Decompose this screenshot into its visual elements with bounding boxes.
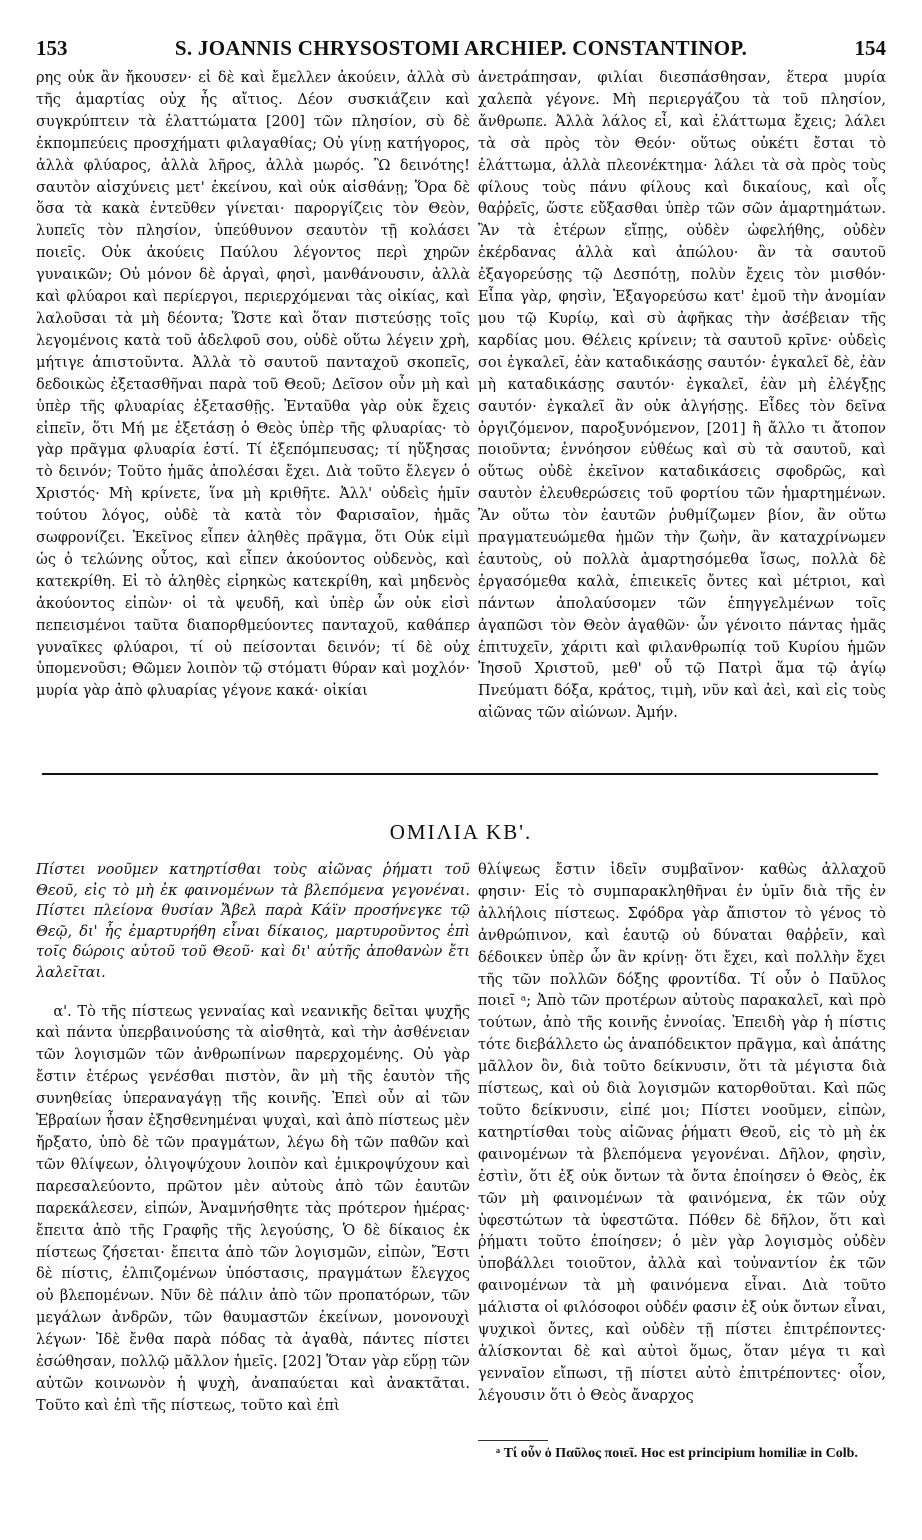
upper-right-column [478,68,886,740]
running-title: S. JOANNIS CHRYSOSTOMI ARCHIEP. CONSTANTINOP. [174,36,748,60]
lower-right-column [478,860,886,1408]
homily-title: ΟΜΙΛΙΑ ΚΒ'. [389,820,533,844]
summary-gap [36,984,470,1002]
running-header [36,36,886,66]
section-divider [42,773,878,775]
upper-left-text: ρης οὐκ ἂν ἤκουσεν· εἰ δὲ καὶ ἔμελλεν ἀκούειν, ἀλλὰ σὺ τῆς ἁμαρτίας οὐχ ἧς αἴτιος. Δέον συσκιάζειν καὶ συγκρύπτειν τὰ ἐλαττώματα [200] τῶν πλησίον, σὺ δὲ ἐκπομπεύεις προσχήματι φιλαγαθίας; Οὐ γίνῃ κατήγορος, ἀλλὰ φλύαρος, ἀλλὰ λῆρος, ἀλλὰ μωρός. Ὢ δεινότης! σαυτὸν αἰσχύνεις μετ' ἐκείνου, καὶ οὐκ αἰσθάνῃ; Ὅρα δὲ ὅσα τὰ κακὰ ἐντεῦθεν γίνεται· παροργίζεις τὸν Θεὸν, λυπεῖς τὸν πλησίον, ὑπεύθυνον σεαυτὸν τῇ κολάσει ποιεῖς. Οὐκ ἀκούεις Παύλου λέγοντος περὶ χηρῶν γυναικῶν; Οὐ μόνον δὲ ἀργαὶ, φησὶ, μανθάνουσιν, ἀλλὰ καὶ φλύαροι καὶ περίεργοι, περιερχόμεναι τὰς οἰκίας, καὶ λαλοῦσαι τὰ μὴ δέοντα; Ὥστε καὶ ὅταν πιστεύσῃς τοῖς λεγομένοις κατὰ τοῦ ἀδελφοῦ σου, οὐδὲ οὕτω λέγειν χρὴ, μήτιγε ἀπιστοῦντα. Ἀλλὰ τὸ σαυτοῦ πανταχοῦ σκοπεῖς, δεδοικὼς ἐξετασθῆναι παρὰ τοῦ Θεοῦ; Δεῖσον οὖν μὴ καὶ ὑπὲρ τῆς φλυαρίας ἐξετασθῇς. Ἐνταῦθα γὰρ οὐκ ἔχεις εἰπεῖν, ὅτι Μή με ἐξετάσῃ ὁ Θεὸς ὑπὲρ τῆς φλυαρίας· τὸ γὰρ πρᾶγμα φλυαρία ἐστί. Τί ἐξεπόμπευσας; τί ηὔξησας τὸ δεινόν; Τοῦτο ἡμᾶς ἀπολέσαι ἔχει. Διὰ τοῦτο ἔλεγεν ὁ Χριστός· Μὴ κρίνετε, ἵνα μὴ κριθῆτε. Ἀλλ' οὐδεὶς ἡμῖν τούτου λόγος, οὐδὲ τὰ κατὰ τὸν Φαρισαῖον, ἡμᾶς σωφρονίζει. Ἐκεῖνος εἶπεν ἀληθὲς πρᾶγμα, ὅτι Οὐκ εἰμὶ ὡς ὁ τελώνης οὗτος, καὶ εἶπεν ἀκούοντος οὐδενὸς, καὶ κατεκρίθη. Εἰ τὸ ἀληθὲς εἰρηκὼς κατεκρίθη, καὶ μηδενὸς ἀκούοντος εἰπὼν· οἱ τὰ ψευδῆ, καὶ ὑπὲρ ὧν οὐκ εἰσὶ πεπεισμένοι ταῦτα διαπορθμεύοντες πανταχοῦ, καθάπερ γυναῖκες φλύαροι, τί οὐ πείσονται δεινόν; τί δὲ οὐχ ὑπομενοῦσι; Θῶμεν λοιπὸν τῷ στόματι θύραν καὶ μοχλόν· μυρία γὰρ ἀπὸ φλυαρίας γέγονε κακά· οἰκίαι [36,70,470,700]
footnote-rule [478,1440,548,1441]
lower-left-column [36,860,470,1418]
upper-left-column [36,68,470,740]
homily-body-left: α'. Τὸ τῆς πίστεως γενναίας καὶ νεανικῆς δεῖται ψυχῆς καὶ πάντα ὑπερβαινούσης τὰ αἰσθητὰ, καὶ τὴν ἀσθένειαν τῶν λογισμῶν τῶν ἀνθρωπίνων παρερχομένης. Οὐ γὰρ ἔστιν ἑτέρως γενέσθαι πιστὸν, ἂν μὴ τῆς ἑαυτὸν τῆς συνηθείας ὑπεραναγάγῃ τῆς κοινῆς. Ἐπεὶ οὖν αἱ τῶν Ἑβραίων ἦσαν ἐξησθενημέναι ψυχαὶ, καὶ ἀπὸ πίστεως μὲν ἤρξατο, ὑπὸ δὲ τῶν πραγμάτων, λέγω δὴ τῶν παθῶν καὶ τῶν θλίψεων, ὀλιγοψύχουν λοιπὸν καὶ ἐμικροψύχουν καὶ παρεσαλεύοντο, πρῶτον μὲν αὐτοὺς ἀπὸ τῶν ἑαυτῶν παρεκάλεσεν, εἰπών, Ἀναμνήσθητε τὰς πρότερον ἡμέρας· ἔπειτα ἀπὸ τῆς Γραφῆς τῆς λεγούσης, Ὁ δὲ δίκαιος ἐκ πίστεως ζήσεται· ἔπειτα ἀπὸ τῶν λογισμῶν, εἰπὼν, Ἔστι δὲ πίστις, ἐλπιζομένων ὑπόστασις, πραγμάτων ἔλεγχος οὐ βλεπομένων. Νῦν δὲ πάλιν ἀπὸ τῶν προπατόρων, τῶν μεγάλων ἀνδρῶν, τῶν θαυμαστῶν ἐκείνων, μονονουχὶ λέγων· Ἰδὲ ἔνθα παρὰ πόδας τὰ ἀγαθὰ, πάντες πίστει ἐσώθησαν, πολλῷ μᾶλλον ἡμεῖς. [202] Ὅταν γὰρ εὕρῃ τῶν αὐτῶν κοινωνὸν ἡ ψυχὴ, ἀναπαύεται καὶ ἀνακτᾶται. Τοῦτο καὶ ἐπὶ τῆς πίστεως, τοῦτο καὶ ἐπὶ [36,1003,470,1414]
page-number-right: 154 [854,36,886,60]
homily-body-right: θλίψεως ἔστιν ἰδεῖν συμβαῖνον· καθὼς ἀλλαχοῦ φησιν· Εἰς τὸ συμπαρακληθῆναι ἐν ὑμῖν διὰ τῆς ἐν ἀλλήλοις πίστεως. Σφόδρα γὰρ ἄπιστον τὸ γένος τὸ ἀνθρώπινον, καὶ ἑαυτῷ οὐ δύναται θαῤῥεῖν, καὶ δέδοικεν ὑπὲρ ὧν ἂν κρίνῃ· ὅτι ἔχει, καὶ πολλὴν ἔχει τῆς τῶν πολλῶν δόξης φροντίδα. Τί οὖν ὁ Παῦλος ποιεῖ ᵃ; Ἀπὸ τῶν προτέρων αὐτοὺς παρακαλεῖ, καὶ πρὸ τούτων, ἀπὸ τῆς κοινῆς ἐννοίας. Ἐπειδὴ γὰρ ἡ πίστις τότε διεβάλλετο ὡς ἀναπόδεικτον πρᾶγμα, καὶ ἀπάτης μᾶλλον ὂν, διὰ τοῦτο δείκνυσιν, ὅτι τὰ μέγιστα διὰ πίστεως, καὶ οὐ διὰ λογισμῶν κατορθοῦται. Καὶ πῶς τοῦτο δείκνυσιν, εἰπέ μοι; Πίστει νοοῦμεν, εἰπὼν, κατηρτίσθαι τοὺς αἰῶνας ῥήματι Θεοῦ, εἰς τὸ μὴ ἐκ φαινομένων τὰ βλεπόμενα γεγονέναι. Δῆλον, φησὶν, ἐστὶν, ὅτι ἐξ οὐκ ὄντων τὰ ὄντα ἐποίησεν ὁ Θεὸς, ἐκ τῶν μὴ φαινομένων τὰ φαινόμενα, ἐκ τῶν οὐχ ὑφεστώτων τὰ ὑφεστῶτα. Πόθεν δὲ δῆλον, ὅτι καὶ ῥήματι τοῦτο ἐποίησεν; ὁ μὲν γὰρ λογισμὸς οὐδὲν ὑποβάλλει τοιοῦτον, ἀλλὰ καὶ τοὐναντίον ἐκ τῶν φαινομένων τὰ μὴ φαινόμενα εἶναι. Διὰ τοῦτο μάλιστα οἱ φιλόσοφοι οὐδέν φασιν ἐξ οὐκ ὄντων εἶναι, ψυχικοὶ ὄντες, καὶ οὐδὲν τῇ πίστει ἐπιτρέποντες· ἁλίσκονται δὲ καὶ αὐτοὶ ὅμως, ὅταν μέγα τι καὶ γενναῖον εἴπωσι, τῇ πίστει αὐτὸ ἐπιτρέποντες· οἷον, λέγουσιν ὅτι ὁ Θεὸς ἄναρχος [478,862,886,1404]
page-number-left: 153 [36,36,68,60]
homily-summary: Πίστει νοοῦμεν κατηρτίσθαι τοὺς αἰῶνας ῥήματι τοῦ Θεοῦ, εἰς τὸ μὴ ἐκ φαινομένων τὰ βλεπόμενα γεγονέναι. Πίστει πλείονα θυσίαν Ἄβελ παρὰ Κάϊν προσήνεγκε τῷ Θεῷ, δι' ἧς ἐμαρτυρήθη εἶναι δίκαιος, μαρτυροῦντος ἐπὶ τοῖς δώροις αὐτοῦ τοῦ Θεοῦ· καὶ δι' αὐτῆς ἀποθανὼν ἔτι λαλεῖται. [36,862,470,981]
upper-right-text: ἀνετράπησαν, φιλίαι διεσπάσθησαν, ἕτερα μυρία χαλεπὰ γέγονε. Μὴ περιεργάζου τὰ τοῦ πλησίον, ἄνθρωπε. Ἀλλὰ λάλος εἶ, καὶ ἐλάττωμα ἔχεις; λάλει τὰ σὰ πρὸς τὸν Θεόν· οὕτως οὐκέτι ἔσται τὸ ἐλάττωμα, ἀλλὰ πλεονέκτημα· λάλει τὰ σὰ πρὸς τοὺς φίλους τοὺς πάνυ φίλους καὶ δικαίους, καὶ οἷς θαῤῥεῖς, ὥστε εὔξασθαι ὑπὲρ τῶν σῶν ἁμαρτημάτων. Ἂν τὰ ἑτέρων εἴπῃς, οὐδὲν ὠφελήθης, οὐδὲν ἐκέρδανας ἀλλὰ καὶ ἀπώλου· ἂν τὰ σαυτοῦ ἐξαγορεύσῃς τῷ Δεσπότῃ, πολὺν ἔχεις τὸν μισθόν· Εἶπα γὰρ, φησὶν, Ἐξαγορεύσω κατ' ἐμοῦ τὴν ἀνομίαν μου τῷ Κυρίῳ, καὶ σὺ ἀφῆκας τὴν ἀσέβειαν τῆς καρδίας μου. Θέλεις κρίνειν; τὰ σαυτοῦ κρῖνε· οὐδεὶς σοι ἐγκαλεῖ, ἐὰν καταδικάσῃς σαυτόν· ἐγκαλεῖ δὲ, ἐὰν μὴ καταδικάσῃς σαυτόν· ἐγκαλεῖ, ἐὰν μὴ ἐλέγξῃς σαυτόν· ἐγκαλεῖ ἂν οὐκ ἀλγήσῃς. Εἶδες τὸν δεῖνα ὀργιζόμενον, παροξυνόμενον, [201] ἢ ἄλλο τι ἄτοπον ποιοῦντα; ἐννόησον εὐθέως καὶ σὺ τὰ σαυτοῦ, καὶ οὕτως οὐδὲ ἐκεῖνον καταδικάσεις σφοδρῶς, καὶ σαυτὸν ἐλευθερώσεις τοῦ φορτίου τῶν ἡμαρτημένων. Ἂν οὕτω τὸν ἑαυτῶν ῥυθμίζωμεν βίον, ἂν οὕτω πραγματευώμεθα ἡμῶν τὴν ζωὴν, ἂν καταχρίνωμεν ἑαυτοὺς, οὐ πολλὰ ἁμαρτησόμεθα ἴσως, πολλὰ δὲ ἐργασόμεθα καλὰ, ἐπιεικεῖς ὄντες καὶ μέτριοι, καὶ πάντων ἀπολαύσομεν τῶν ἐπηγγελμένων τοῖς ἀγαπῶσι τὸν Θεὸν ἀγαθῶν· ὧν γένοιτο πάντας ἡμᾶς ἐπιτυχεῖν, χάριτι καὶ φιλανθρωπίᾳ τοῦ Κυρίου ἡμῶν Ἰησοῦ Χριστοῦ, μεθ' οὗ τῷ Πατρὶ ἅμα τῷ ἁγίῳ Πνεύματι δόξα, κράτος, τιμὴ, νῦν καὶ ἀεὶ, καὶ εἰς τοὺς αἰῶνας τῶν αἰώνων. Ἀμήν. [478,70,886,722]
footnote: ᵃ Τί οὖν ὁ Παῦλος ποιεῖ. Hoc est principium homiliæ in Colb. [496,1446,858,1461]
